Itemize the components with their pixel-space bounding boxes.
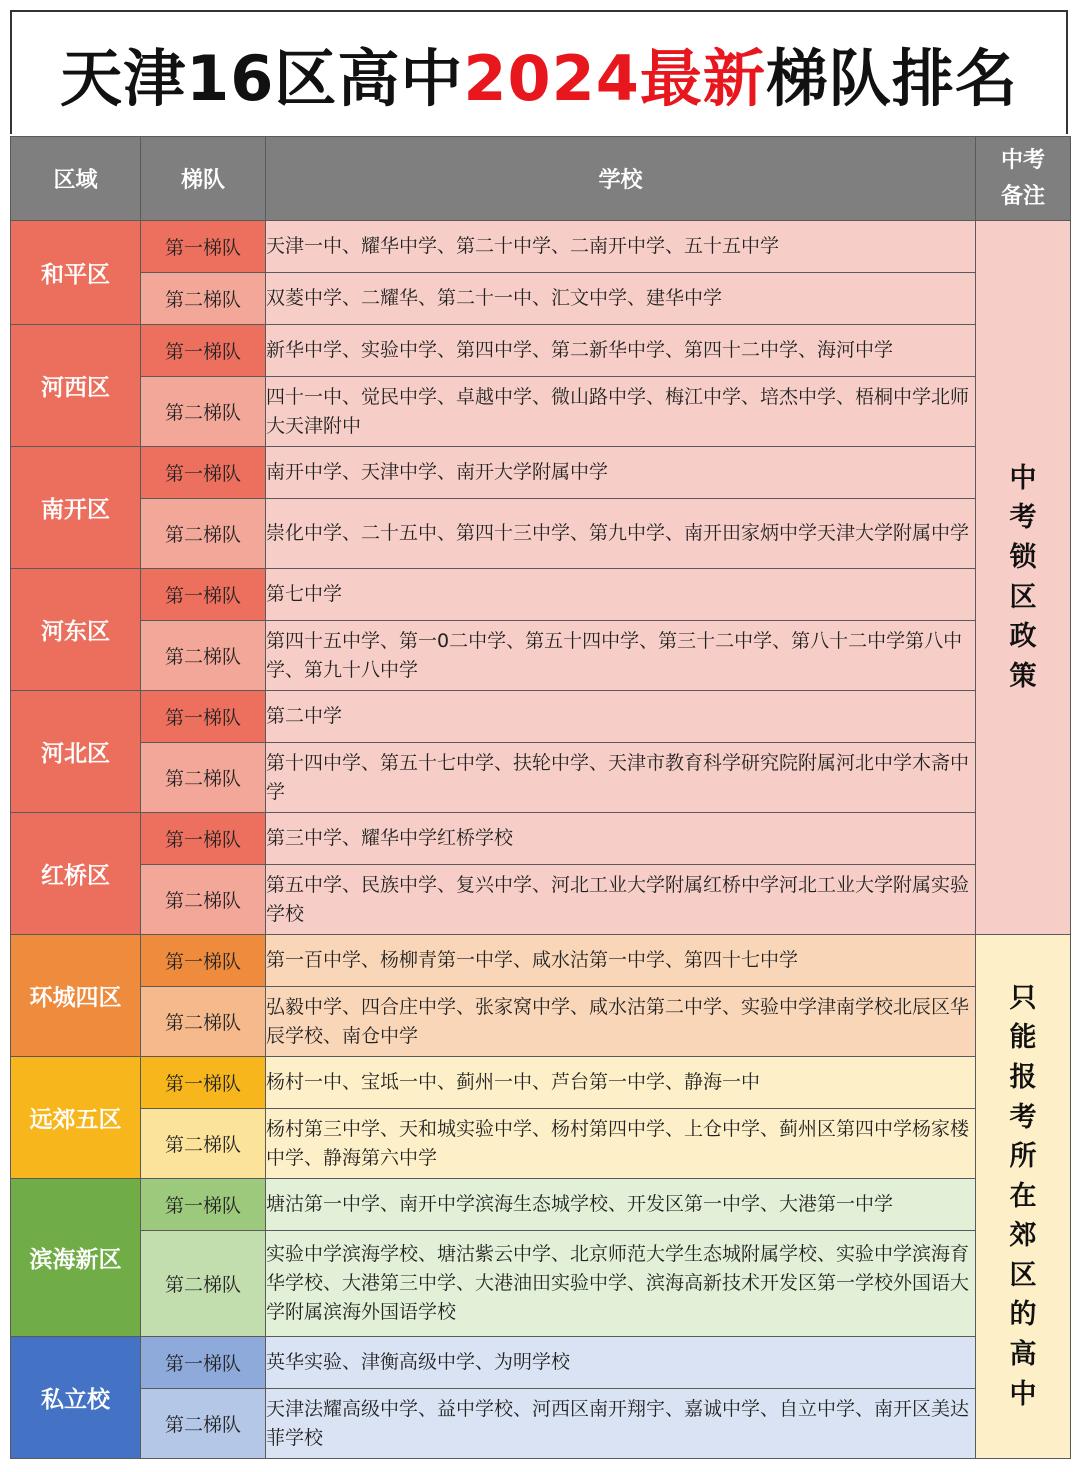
tier-second: 第二梯队 [141, 865, 266, 935]
tier-first: 第一梯队 [141, 569, 266, 621]
table-row [11, 273, 1071, 325]
tier-first: 第一梯队 [141, 221, 266, 273]
note-urban [976, 221, 1071, 935]
school-list: 南开中学、天津中学、南开大学附属中学 [266, 447, 976, 499]
table-row [11, 1179, 1071, 1231]
table-row [11, 499, 1071, 569]
tier-first: 第一梯队 [141, 1179, 266, 1231]
tier-first: 第一梯队 [141, 691, 266, 743]
school-list: 四十一中、觉民中学、卓越中学、微山路中学、梅江中学、培杰中学、梧桐中学北师大天津附中 [266, 377, 976, 447]
region-cell: 滨海新区 [11, 1179, 141, 1337]
tier-first: 第一梯队 [141, 447, 266, 499]
header-region: 区域 [11, 137, 141, 221]
note-suburban-text: 只能报考所在郊区的高中 [1009, 982, 1037, 1410]
region-cell: 红桥区 [11, 813, 141, 935]
school-list: 英华实验、津衡高级中学、为明学校 [266, 1337, 976, 1389]
header-row [11, 137, 1071, 221]
region-cell: 私立校 [11, 1337, 141, 1459]
school-list: 第七中学 [266, 569, 976, 621]
region-cell: 河东区 [11, 569, 141, 691]
table-row [11, 691, 1071, 743]
school-list: 第二中学 [266, 691, 976, 743]
tier-first: 第一梯队 [141, 813, 266, 865]
tier-first: 第一梯队 [141, 935, 266, 987]
header-school: 学校 [266, 137, 976, 221]
table-row [11, 1109, 1071, 1179]
table-row [11, 569, 1071, 621]
tier-second: 第二梯队 [141, 1109, 266, 1179]
school-list: 新华中学、实验中学、第四中学、第二新华中学、第四十二中学、海河中学 [266, 325, 976, 377]
page-title [60, 29, 1018, 118]
tier-second: 第二梯队 [141, 1389, 266, 1459]
tier-second: 第二梯队 [141, 621, 266, 691]
note-urban-text: 中考锁区政策 [1009, 462, 1037, 692]
school-list: 第十四中学、第五十七中学、扶轮中学、天津市教育科学研究院附属河北中学木斋中学 [266, 743, 976, 813]
header-note [976, 137, 1071, 221]
tier-second: 第二梯队 [141, 743, 266, 813]
school-list: 崇化中学、二十五中、第四十三中学、第九中学、南开田家炳中学天津大学附属中学 [266, 499, 976, 569]
region-cell: 环城四区 [11, 935, 141, 1057]
region-cell: 南开区 [11, 447, 141, 569]
ranking-table [10, 136, 1071, 1459]
tier-first: 第一梯队 [141, 325, 266, 377]
school-list: 第五中学、民族中学、复兴中学、河北工业大学附属红桥中学河北工业大学附属实验学校 [266, 865, 976, 935]
school-list: 双菱中学、二耀华、第二十一中、汇文中学、建华中学 [266, 273, 976, 325]
table-row [11, 987, 1071, 1057]
table-row [11, 325, 1071, 377]
school-list: 第四十五中学、第一0二中学、第五十四中学、第三十二中学、第八十二中学第八中学、第九十八中学 [266, 621, 976, 691]
tier-second: 第二梯队 [141, 273, 266, 325]
table-row [11, 743, 1071, 813]
school-list: 杨村一中、宝坻一中、蓟州一中、芦台第一中学、静海一中 [266, 1057, 976, 1109]
region-cell: 和平区 [11, 221, 141, 325]
region-cell: 河西区 [11, 325, 141, 447]
table-row [11, 813, 1071, 865]
table-row [11, 1337, 1071, 1389]
table-row [11, 1231, 1071, 1337]
title-part-red: 2024最新 [463, 41, 766, 115]
tier-second: 第二梯队 [141, 499, 266, 569]
region-cell: 河北区 [11, 691, 141, 813]
table-row [11, 447, 1071, 499]
tier-second: 第二梯队 [141, 987, 266, 1057]
table-row [11, 377, 1071, 447]
header-tier: 梯队 [141, 137, 266, 221]
table-row [11, 1389, 1071, 1459]
table-row [11, 935, 1071, 987]
school-list: 弘毅中学、四合庄中学、张家窝中学、咸水沽第二中学、实验中学津南学校北辰区华辰学校、南仓中学 [266, 987, 976, 1057]
title-bar [10, 10, 1068, 134]
school-list: 实验中学滨海学校、塘沽紫云中学、北京师范大学生态城附属学校、实验中学滨海育华学校、大港第三中学、大港油田实验中学、滨海高新技术开发区第一学校外国语大学附属滨海外国语学校 [266, 1231, 976, 1337]
school-list: 杨村第三中学、天和城实验中学、杨村第四中学、上仓中学、蓟州区第四中学杨家楼中学、静海第六中学 [266, 1109, 976, 1179]
tier-second: 第二梯队 [141, 377, 266, 447]
tier-first: 第一梯队 [141, 1337, 266, 1389]
note-suburban [976, 935, 1071, 1459]
school-list: 天津法耀高级中学、益中学校、河西区南开翔宇、嘉诚中学、自立中学、南开区美达菲学校 [266, 1389, 976, 1459]
table-row [11, 221, 1071, 273]
region-cell: 远郊五区 [11, 1057, 141, 1179]
table-row [11, 621, 1071, 691]
school-list: 第三中学、耀华中学红桥学校 [266, 813, 976, 865]
tier-first: 第一梯队 [141, 1057, 266, 1109]
title-part-black-1: 天津16区高中 [60, 41, 464, 115]
table-row [11, 865, 1071, 935]
title-part-black-2: 梯队排名 [765, 41, 1018, 115]
table-row [11, 1057, 1071, 1109]
school-list: 天津一中、耀华中学、第二十中学、二南开中学、五十五中学 [266, 221, 976, 273]
tier-second: 第二梯队 [141, 1231, 266, 1337]
school-list: 塘沽第一中学、南开中学滨海生态城学校、开发区第一中学、大港第一中学 [266, 1179, 976, 1231]
header-note-text: 中考备注 [1000, 147, 1045, 209]
school-list: 第一百中学、杨柳青第一中学、咸水沽第一中学、第四十七中学 [266, 935, 976, 987]
